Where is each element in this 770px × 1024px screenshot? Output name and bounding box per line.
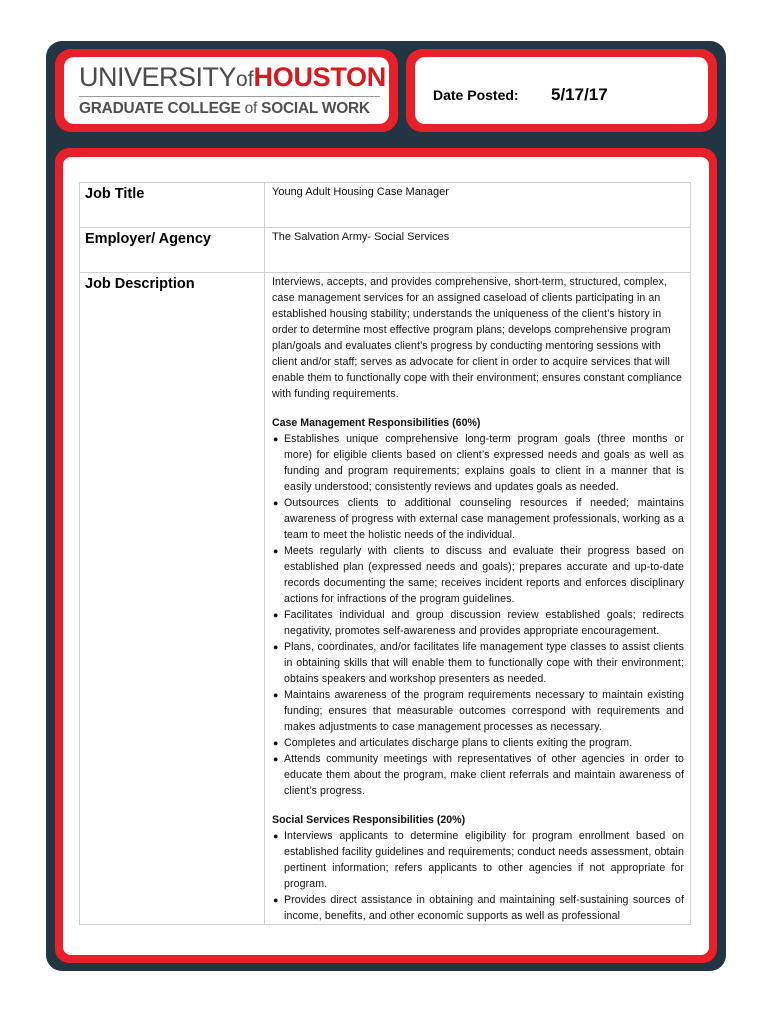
list-item-text: Completes and articulates discharge plans to clients exiting the program. <box>284 737 633 749</box>
bullet-icon: ● <box>273 831 279 841</box>
list-item <box>272 431 684 495</box>
list-item <box>272 828 684 892</box>
list-item-text: Interviews applicants to determine eligibility for program enrollment based on established facility guidelines and requirements; conduct needs assessment, obtain pertinent information; refers applicants to other agencies if not appropriate for program. <box>284 830 684 890</box>
date-posted-value: 5/17/17 <box>551 85 608 104</box>
case-management-title: Case Management Responsibilities (60%) <box>272 417 481 429</box>
job-description-label: Job Description <box>80 273 265 925</box>
logo-of: of <box>236 68 254 91</box>
bullet-icon: ● <box>273 610 279 620</box>
list-item <box>272 687 684 735</box>
employer-label: Employer/ Agency <box>80 228 265 273</box>
job-description-value <box>265 273 691 925</box>
bullet-icon: ● <box>273 754 279 764</box>
bullet-icon: ● <box>273 434 279 444</box>
list-item <box>272 495 684 543</box>
bullet-icon: ● <box>273 738 279 748</box>
job-title-value: Young Adult Housing Case Manager <box>265 183 691 228</box>
list-item <box>272 751 684 799</box>
job-details-table <box>79 182 691 925</box>
case-management-list <box>272 431 684 799</box>
list-item-text: Establishes unique comprehensive long-term program goals (three months or more) for eligible clients based on client’s expressed needs and goals as well as funding and program requirements; explains goals to client in a manner that is easily understood; consistently reviews and updates goals as needed. <box>284 433 684 493</box>
list-item <box>272 639 684 687</box>
college-name-rest: SOCIAL WORK <box>257 100 370 117</box>
bullet-icon: ● <box>273 690 279 700</box>
job-title-label: Job Title <box>80 183 265 228</box>
college-name-bold: GRADUATE COLLEGE <box>79 100 245 117</box>
university-logo <box>79 60 386 97</box>
list-item-text: Maintains awareness of the program requirements necessary to maintain existing funding; ensures that measurable outcomes correspond with requirements and makes adjustments to case management processes as necessary. <box>284 689 684 733</box>
logo-houston: HOUSTON <box>253 62 386 92</box>
list-item-text: Provides direct assistance in obtaining and maintaining self-sustaining sources of income, benefits, and other economic supports as well as professional <box>284 894 684 922</box>
list-item-text: Attends community meetings with representatives of other agencies in order to educate them about the program, make client referrals and maintain awareness of client’s progress. <box>284 753 684 797</box>
bullet-icon: ● <box>273 895 279 905</box>
job-title-row <box>80 183 691 228</box>
list-item-text: Plans, coordinates, and/or facilitates life management type classes to assist clients in obtaining skills that will enable them to functionally cope with their environment; obtains speakers and workshop presenters as needed. <box>284 641 684 685</box>
list-item-text: Meets regularly with clients to discuss and evaluate their progress based on established plan (expressed needs and goals); prepares accurate and up-to-date records documenting the same; receives incident reports and enforces disciplinary actions for infractions of the program guidelines. <box>284 545 684 605</box>
bullet-icon: ● <box>273 642 279 652</box>
job-description-intro: Interviews, accepts, and provides comprehensive, short-term, structured, complex, case management services for an assigned caseload of clients participating in an established housing stability; understands the uniqueness of the client’s history in order to determine most effective program plans; develops comprehensive program plan/goals and evaluates client’s progress by conducting mentoring sessions with client and/or staff; serves as advocate for client in order to acquire services that will enable them to functionally cope with their environment; ensures constant compliance with funding requirements. <box>272 276 683 400</box>
list-item <box>272 735 684 751</box>
list-item <box>272 543 684 607</box>
logo-university: UNIVERSITY <box>79 62 237 92</box>
social-services-list <box>272 828 684 924</box>
college-name <box>79 99 370 119</box>
list-item-text: Outsources clients to additional counseling resources if needed; maintains awareness of progress with external case management professionals, working as a team to meet the holistic needs of the individual. <box>284 497 684 541</box>
logo-divider <box>79 96 380 97</box>
date-posted-label: Date Posted: <box>433 87 519 103</box>
employer-value: The Salvation Army- Social Services <box>265 228 691 273</box>
job-description-row <box>80 273 691 925</box>
employer-row <box>80 228 691 273</box>
list-item-text: Facilitates individual and group discussion review established goals; redirects negativity, promotes self-awareness and provides appropriate encouragement. <box>284 609 684 637</box>
social-services-title: Social Services Responsibilities (20%) <box>272 814 466 826</box>
list-item <box>272 607 684 639</box>
list-item <box>272 892 684 924</box>
bullet-icon: ● <box>273 498 279 508</box>
bullet-icon: ● <box>273 546 279 556</box>
college-name-of: of <box>244 100 258 117</box>
